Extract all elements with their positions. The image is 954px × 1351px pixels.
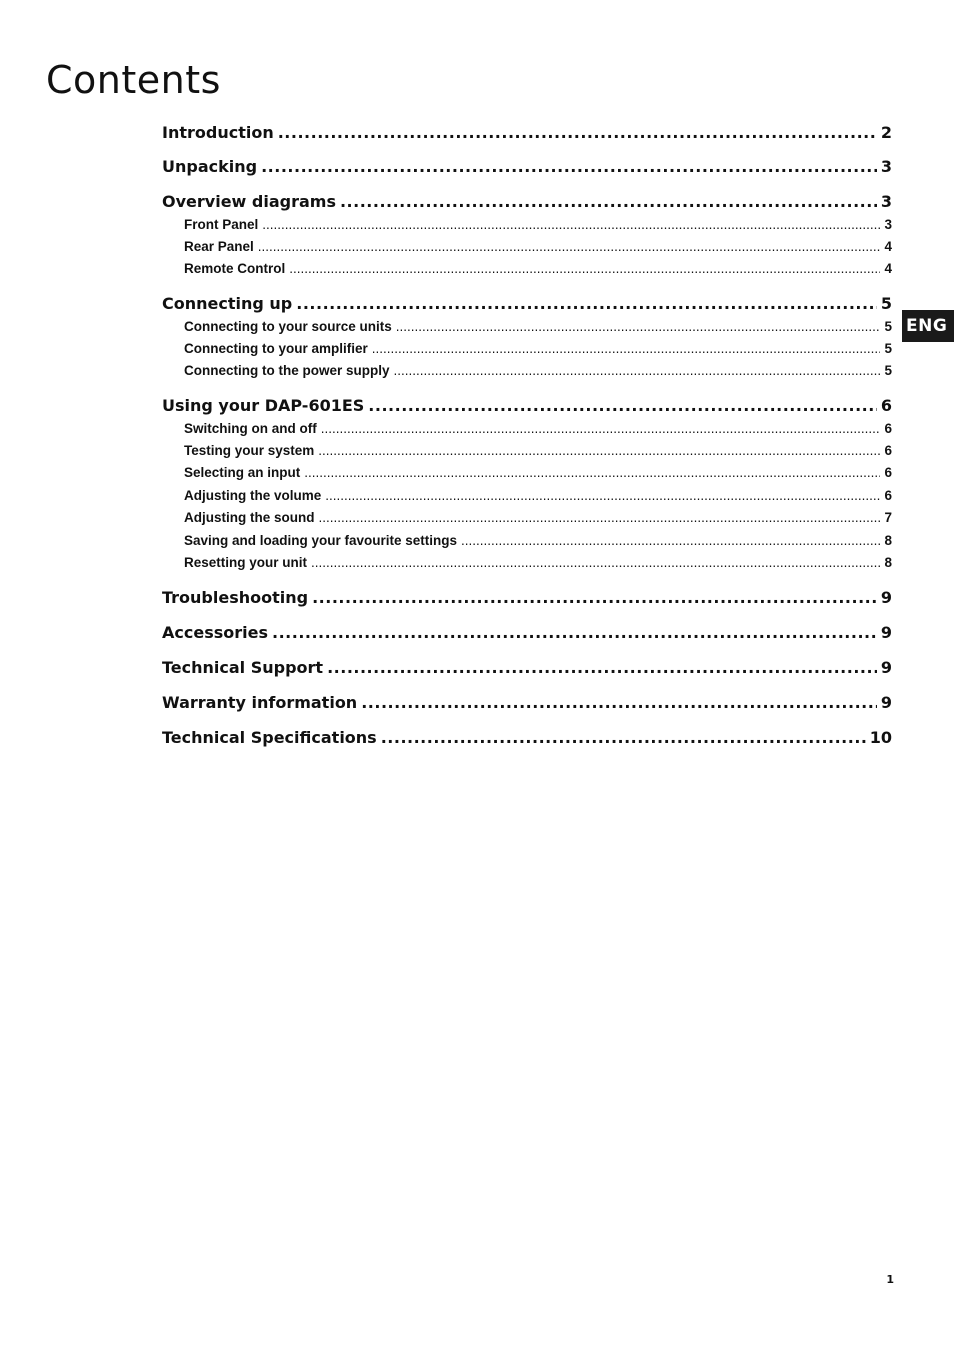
dot-leader [312,587,877,609]
toc-entry-title: Connecting to the power supply [184,363,390,378]
dot-leader [304,463,880,483]
dot-leader [327,657,877,679]
toc-entry-page: 7 [884,510,892,525]
toc-entry-page: 9 [880,623,892,642]
toc-entry-title: Selecting an input [184,465,301,480]
toc-entry-accessories[interactable] [162,622,892,644]
toc-entry-page: 3 [880,192,892,211]
toc-entry-page: 3 [880,157,892,176]
toc-entry-page: 5 [880,294,892,313]
toc-entry-technical-support[interactable] [162,657,892,679]
toc-entry-title: Adjusting the sound [184,510,315,525]
language-tab: ENG [902,310,954,342]
dot-leader [318,441,880,461]
toc-entry-page: 6 [884,443,892,458]
toc-subentry-selecting-input[interactable] [184,463,892,483]
dot-leader [368,395,877,417]
toc-entry-page: 6 [884,488,892,503]
toc-entry-page: 5 [884,319,892,334]
toc-entry-page: 10 [869,728,892,747]
toc-entry-connecting-up[interactable] [162,293,892,315]
toc-entry-title: Front Panel [184,217,259,232]
dot-leader [361,692,877,714]
toc-entry-title: Technical Specifications [162,728,377,747]
toc-entry-using-your-dap[interactable] [162,395,892,417]
toc-entry-page: 6 [880,396,892,415]
toc-entry-page: 5 [884,341,892,356]
dot-leader [272,622,877,644]
dot-leader [381,727,866,749]
toc-entry-title: Resetting your unit [184,555,308,570]
toc-subentry-testing-system[interactable] [184,441,892,461]
toc-entry-title: Connecting to your source units [184,319,392,334]
dot-leader [319,508,881,528]
toc-entry-troubleshooting[interactable] [162,587,892,609]
toc-entry-page: 6 [884,421,892,436]
toc-entry-title: Warranty information [162,693,358,712]
toc-entry-page: 9 [880,658,892,677]
toc-entry-page: 4 [884,239,892,254]
dot-leader [311,553,880,573]
toc-entry-title: Remote Control [184,261,286,276]
dot-leader [321,419,881,439]
toc-entry-title: Connecting up [162,294,293,313]
toc-subentry-adjusting-sound[interactable] [184,508,892,528]
toc-entry-title: Accessories [162,623,268,642]
toc-entry-title: Technical Support [162,658,324,677]
dot-leader [372,339,881,359]
dot-leader [340,191,877,213]
toc-entry-title: Using your DAP-601ES [162,396,365,415]
toc-subentry-connecting-power-supply[interactable] [184,361,892,381]
dot-leader [261,156,877,178]
toc-entry-title: Rear Panel [184,239,254,254]
dot-leader [258,237,881,257]
toc-subentry-rear-panel[interactable] [184,237,892,257]
toc-entry-page: 4 [884,261,892,276]
toc-entry-page: 8 [884,533,892,548]
toc-subentry-remote-control[interactable] [184,259,892,279]
dot-leader [396,317,881,337]
toc-entry-page: 9 [880,693,892,712]
toc-entry-technical-specifications[interactable] [162,727,892,749]
dot-leader [289,259,880,279]
toc-entry-title: Connecting to your amplifier [184,341,368,356]
toc-entry-page: 6 [884,465,892,480]
toc-entry-introduction[interactable] [162,122,892,144]
page-title: Contents [46,58,221,102]
toc-entry-page: 8 [884,555,892,570]
toc-subentry-front-panel[interactable] [184,215,892,235]
toc-entry-page: 2 [880,123,892,142]
toc-subentry-connecting-source-units[interactable] [184,317,892,337]
dot-leader [262,215,880,235]
toc-entry-title: Overview diagrams [162,192,336,211]
toc-entry-page: 3 [884,217,892,232]
dot-leader [461,531,880,551]
toc-entry-title: Introduction [162,123,274,142]
toc-subentry-resetting-unit[interactable] [184,553,892,573]
dot-leader [278,122,877,144]
toc-entry-overview-diagrams[interactable] [162,191,892,213]
toc-entry-unpacking[interactable] [162,156,892,178]
toc-entry-warranty-information[interactable] [162,692,892,714]
toc-subentry-adjusting-volume[interactable] [184,486,892,506]
toc-entry-title: Troubleshooting [162,588,309,607]
toc-subentry-connecting-amplifier[interactable] [184,339,892,359]
dot-leader [394,361,881,381]
page-number: 1 [886,1273,894,1286]
toc-subentry-switching-on-off[interactable] [184,419,892,439]
toc-entry-title: Switching on and off [184,421,317,436]
toc-entry-title: Adjusting the volume [184,488,322,503]
toc-subentry-saving-loading-settings[interactable] [184,531,892,551]
dot-leader [325,486,880,506]
toc-entry-page: 9 [880,588,892,607]
toc-entry-title: Testing your system [184,443,315,458]
toc-entry-title: Unpacking [162,157,258,176]
toc-entry-page: 5 [884,363,892,378]
dot-leader [296,293,877,315]
toc-entry-title: Saving and loading your favourite settings [184,533,458,548]
